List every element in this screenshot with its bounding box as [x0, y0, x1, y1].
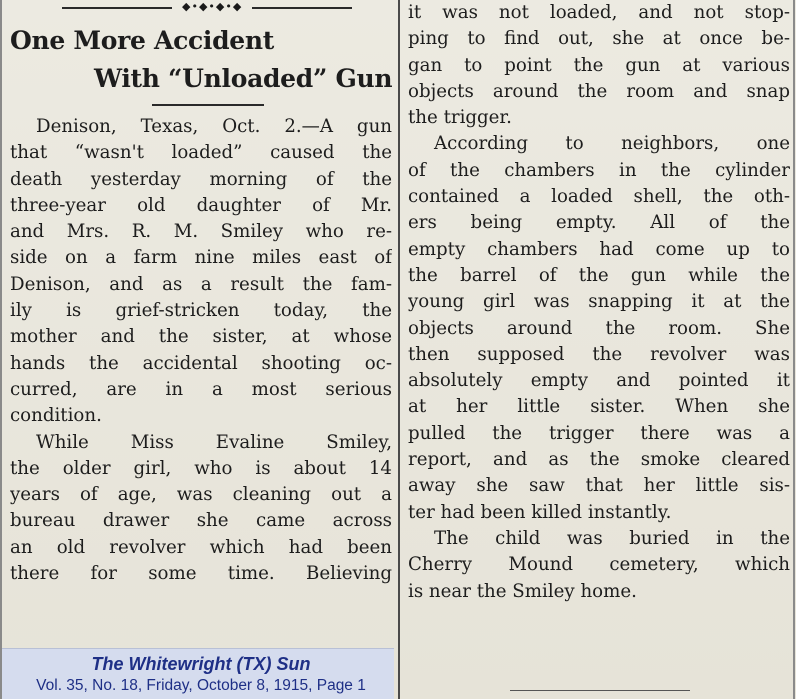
body-line: side on a farm nine miles east of: [10, 247, 392, 269]
body-line: hands the accidental shooting oc-: [10, 352, 392, 374]
body-line: ping to find out, she at once be-: [408, 28, 790, 50]
body-line: absolutely empty and pointed it: [408, 370, 790, 392]
body-line: report, and as the smoke cleared: [408, 449, 790, 471]
right-column-body: [408, 0, 790, 605]
body-line: ily is grief-stricken today, the: [10, 300, 392, 322]
body-line: that “wasn't loaded” caused the: [10, 142, 392, 164]
body-line: away she saw that her little sis-: [408, 475, 790, 497]
body-line: death yesterday morning of the: [10, 168, 392, 190]
body-line: at her little sister. When she: [408, 396, 790, 418]
body-line: According to neighbors, one: [434, 133, 790, 155]
body-line: empty chambers had come up to: [408, 238, 790, 260]
body-line: While Miss Evaline Smiley,: [36, 431, 392, 453]
body-line: mother and the sister, at whose: [10, 326, 392, 348]
body-line: Denison, and as a result the fam-: [10, 273, 392, 295]
headline-line-2: With “Unloaded” Gun: [94, 64, 393, 93]
body-line: an old revolver which had been: [10, 536, 392, 558]
ornament-glyphs: ◆•◆•◆•◆: [182, 0, 243, 13]
left-column-body: [10, 114, 392, 587]
body-line: ers being empty. All of the: [408, 212, 790, 234]
body-line: pulled the trigger there was a: [408, 422, 790, 444]
headline-line-1: One More Accident: [10, 26, 275, 55]
column-divider: [398, 0, 400, 699]
body-line: objects around the room and snap: [408, 80, 790, 102]
body-line: three-year old daughter of Mr.: [10, 194, 392, 216]
body-line: Denison, Texas, Oct. 2.—A gun: [36, 116, 392, 137]
body-line: gan to point the gun at various: [408, 54, 790, 76]
body-line: is near the Smiley home.: [408, 580, 637, 602]
body-line: years of age, was cleaning out a: [10, 484, 392, 506]
body-line: curred, are in a most serious: [10, 378, 392, 400]
headline-rule: [152, 104, 264, 106]
body-line: contained a loaded shell, the oth-: [408, 186, 790, 208]
body-line: The child was buried in the: [434, 527, 790, 549]
body-line: ter had been killed instantly.: [408, 501, 672, 523]
body-line: the trigger.: [408, 107, 512, 129]
left-column: [2, 0, 394, 699]
top-ornament: [62, 0, 352, 13]
body-line: the barrel of the gun while the: [408, 264, 790, 286]
body-line: young girl was snapping it at the: [408, 291, 790, 313]
body-line: condition.: [10, 405, 102, 427]
body-line: of the chambers in the cylinder: [408, 159, 790, 181]
body-line: objects around the room. She: [408, 317, 790, 339]
body-line: bureau drawer she came across: [10, 510, 392, 532]
body-line: Cherry Mound cemetery, which: [408, 554, 790, 576]
caption-subtitle: Vol. 35, No. 18, Friday, October 8, 1915, Page 1: [36, 677, 366, 694]
body-line: there for some time. Believing: [10, 563, 392, 585]
body-line: then supposed the revolver was: [408, 343, 790, 365]
body-line: and Mrs. R. M. Smiley who re-: [10, 221, 392, 243]
right-column: [404, 0, 794, 699]
source-caption: [2, 648, 394, 699]
caption-title: The Whitewright (TX) Sun: [91, 654, 311, 674]
body-line: it was not loaded, and not stop-: [408, 2, 790, 23]
end-rule: [510, 690, 690, 691]
body-line: the older girl, who is about 14: [10, 457, 392, 479]
